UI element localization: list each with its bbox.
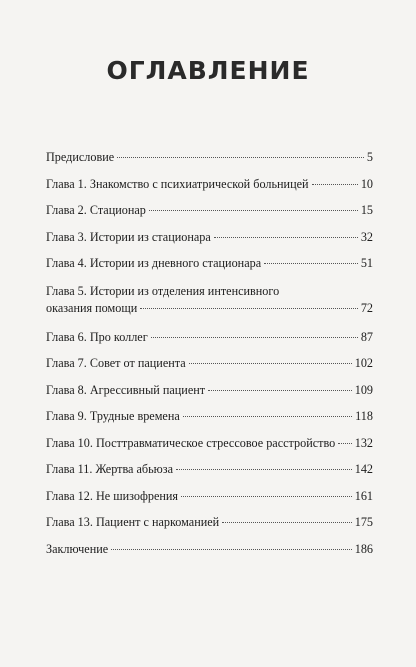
- toc-entry-chapter-7[interactable]: [46, 356, 373, 383]
- toc-entry-chapter-5[interactable]: [46, 283, 373, 330]
- toc-entry-chapter-1[interactable]: [46, 177, 373, 204]
- dot-leader: [176, 469, 352, 470]
- toc-entry-label: Глава 7. Совет от пациента: [46, 356, 186, 370]
- dot-leader: [140, 308, 358, 309]
- dot-leader: [264, 263, 358, 264]
- toc-entry-chapter-12[interactable]: [46, 489, 373, 516]
- toc-entry-chapter-11[interactable]: [46, 462, 373, 489]
- page-title: ОГЛАВЛЕНИЕ: [106, 56, 310, 85]
- toc-entry-preface[interactable]: [46, 150, 373, 177]
- dot-leader: [214, 237, 358, 238]
- dot-leader: [338, 443, 352, 444]
- toc-entry-page: 175: [354, 515, 373, 529]
- toc-entry-label: Глава 9. Трудные времена: [46, 409, 180, 423]
- toc-entry-page: 186: [354, 541, 373, 556]
- toc-entry-conclusion[interactable]: [46, 542, 373, 569]
- toc-entry-page: 10: [360, 176, 373, 191]
- toc-entry-page: 72: [360, 300, 373, 315]
- toc-entry-page: 15: [360, 203, 373, 217]
- toc-entry-chapter-2[interactable]: [46, 203, 373, 230]
- dot-leader: [189, 363, 352, 364]
- toc-entry-chapter-8[interactable]: [46, 383, 373, 410]
- toc-entry-page: 109: [354, 382, 373, 397]
- toc-entry-label: Глава 11. Жертва абьюза: [46, 462, 174, 476]
- toc-entry-page: 142: [354, 462, 373, 476]
- dot-leader: [222, 522, 352, 523]
- dot-leader: [111, 549, 352, 550]
- toc-entry-label: Глава 3. Истории из стационара: [46, 229, 211, 244]
- toc-entry-chapter-6[interactable]: [46, 330, 373, 357]
- dot-leader: [181, 496, 352, 497]
- toc-entry-label: Глава 13. Пациент с наркоманией: [46, 515, 220, 529]
- toc-entry-chapter-3[interactable]: [46, 230, 373, 257]
- toc-entry-label: Глава 4. Истории из дневного стационара: [46, 256, 262, 270]
- dot-leader: [312, 184, 358, 185]
- toc-entry-chapter-4[interactable]: [46, 256, 373, 283]
- toc-entry-chapter-9[interactable]: [46, 409, 373, 436]
- dot-leader: [208, 390, 352, 391]
- toc-entry-label: Глава 2. Стационар: [46, 203, 146, 217]
- dot-leader: [149, 210, 358, 211]
- toc-entry-label: Глава 5. Истории из отделения интенсивного: [46, 283, 280, 298]
- toc-entry-label: Глава 10. Посттравматическое стрессовое расстройство: [46, 435, 336, 450]
- toc-entry-label: Заключение: [46, 541, 109, 556]
- toc-entry-label: Глава 6. Про коллег: [46, 329, 148, 344]
- toc-entry-page: 5: [366, 150, 373, 164]
- dot-leader: [117, 157, 364, 158]
- toc-entry-page: 132: [354, 435, 373, 450]
- toc-entry-chapter-10[interactable]: [46, 436, 373, 463]
- table-of-contents: [46, 150, 373, 568]
- toc-entry-page: 118: [355, 409, 373, 423]
- toc-entry-label-continued: оказания помощи: [46, 300, 138, 315]
- toc-entry-label: Предисловие: [46, 150, 115, 164]
- toc-entry-chapter-13[interactable]: [46, 515, 373, 542]
- toc-entry-page: 51: [360, 256, 373, 270]
- dot-leader: [183, 416, 352, 417]
- toc-entry-label: Глава 12. Не шизофрения: [46, 488, 179, 503]
- toc-entry-label: Глава 1. Знакомство с психиатрической больницей: [46, 176, 309, 191]
- toc-entry-page: 161: [354, 488, 373, 503]
- dot-leader: [151, 337, 358, 338]
- toc-entry-page: 32: [360, 229, 373, 244]
- toc-entry-label: Глава 8. Агрессивный пациент: [46, 382, 206, 397]
- toc-entry-page: 87: [360, 329, 373, 344]
- toc-entry-page: 102: [354, 356, 373, 370]
